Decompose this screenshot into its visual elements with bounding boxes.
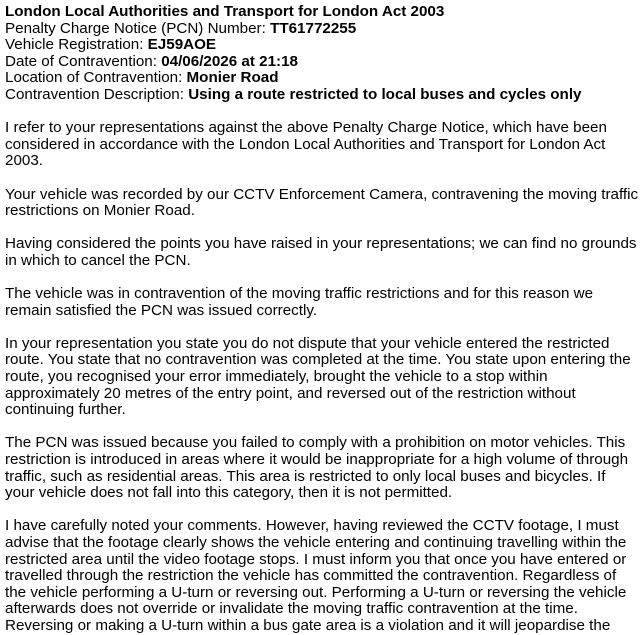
pcn-header: [5, 4, 639, 104]
vehicle-registration-label: Vehicle Registration:: [5, 36, 148, 54]
pcn-number-value: TT61772255: [270, 19, 357, 37]
pcn-number-line: [5, 21, 639, 38]
contravention-location-label: Location of Contravention:: [5, 69, 187, 87]
body-paragraph: Having considered the points you have raised in your representations; we can find no grounds in which to cancel the PCN.: [5, 235, 637, 269]
contravention-location-line: [5, 70, 639, 87]
vehicle-registration-line: [5, 37, 639, 54]
contravention-date-label: Date of Contravention:: [5, 52, 162, 70]
contravention-date-line: [5, 54, 639, 71]
body-paragraph: Your vehicle was recorded by our CCTV Enforcement Camera, contravening the moving traffic restrictions on Monier Road.: [5, 185, 639, 220]
contravention-date-value: 04/06/2026 at 21:18: [161, 52, 298, 70]
contravention-description-label: Contravention Description:: [5, 85, 189, 103]
body-paragraph: I refer to your representations against the above Penalty Charge Notice, which have been considered in accordance with the London Local Authorities and Transport for London Act 2003.: [5, 119, 607, 170]
body-paragraph: The vehicle was in contravention of the moving traffic restrictions and for this reason we remain satisfied the PCN was issued correctly.: [5, 285, 594, 319]
vehicle-registration-value: EJ59AOE: [147, 36, 217, 54]
contravention-location-value: Monier Road: [186, 69, 279, 87]
act-title: London Local Authorities and Transport for London Act 2003: [5, 3, 445, 20]
body-paragraph: I have carefully noted your comments. However, having reviewed the CCTV footage, I must advise that the footage clearly shows the vehicle entering and continuing travelling within the restricted area until the video footage stops. I must inform you that once you have entered or travelled through the restriction the vehicle has committed the contravention. Regardless of the vehicle performing a U-turn or reversing out. Performing a U-turn or reversing the vehicle afterwards does not override or invalidate the moving traffic contravention at the time. Reversing or making a U-turn within a bus gate area is a violation and it will jeopardise the: [5, 517, 627, 634]
body-paragraph: The PCN was issued because you failed to comply with a prohibition on motor vehicles. This restriction is introduced in areas where it would be inappropriate for a high volume of through traffic, such as residential areas. This area is restricted to only local buses and bicycles. If your vehicle does not fall into this category, then it is not permitted.: [5, 434, 629, 502]
contravention-description-line: [5, 87, 639, 104]
letter-document: [5, 4, 639, 635]
contravention-description-value: Using a route restricted to local buses and cycles only: [188, 85, 582, 103]
pcn-number-label: Penalty Charge Notice (PCN) Number:: [5, 19, 271, 37]
body-paragraph: In your representation you state you do not dispute that your vehicle entered the restricted route. You state that no contravention was completed at the time. You state upon entering the route, you recognised your error immediately, brought the vehicle to a stop within approximately 20 metres of the entry point, and reversed out of the restriction without continuing further.: [5, 334, 631, 419]
